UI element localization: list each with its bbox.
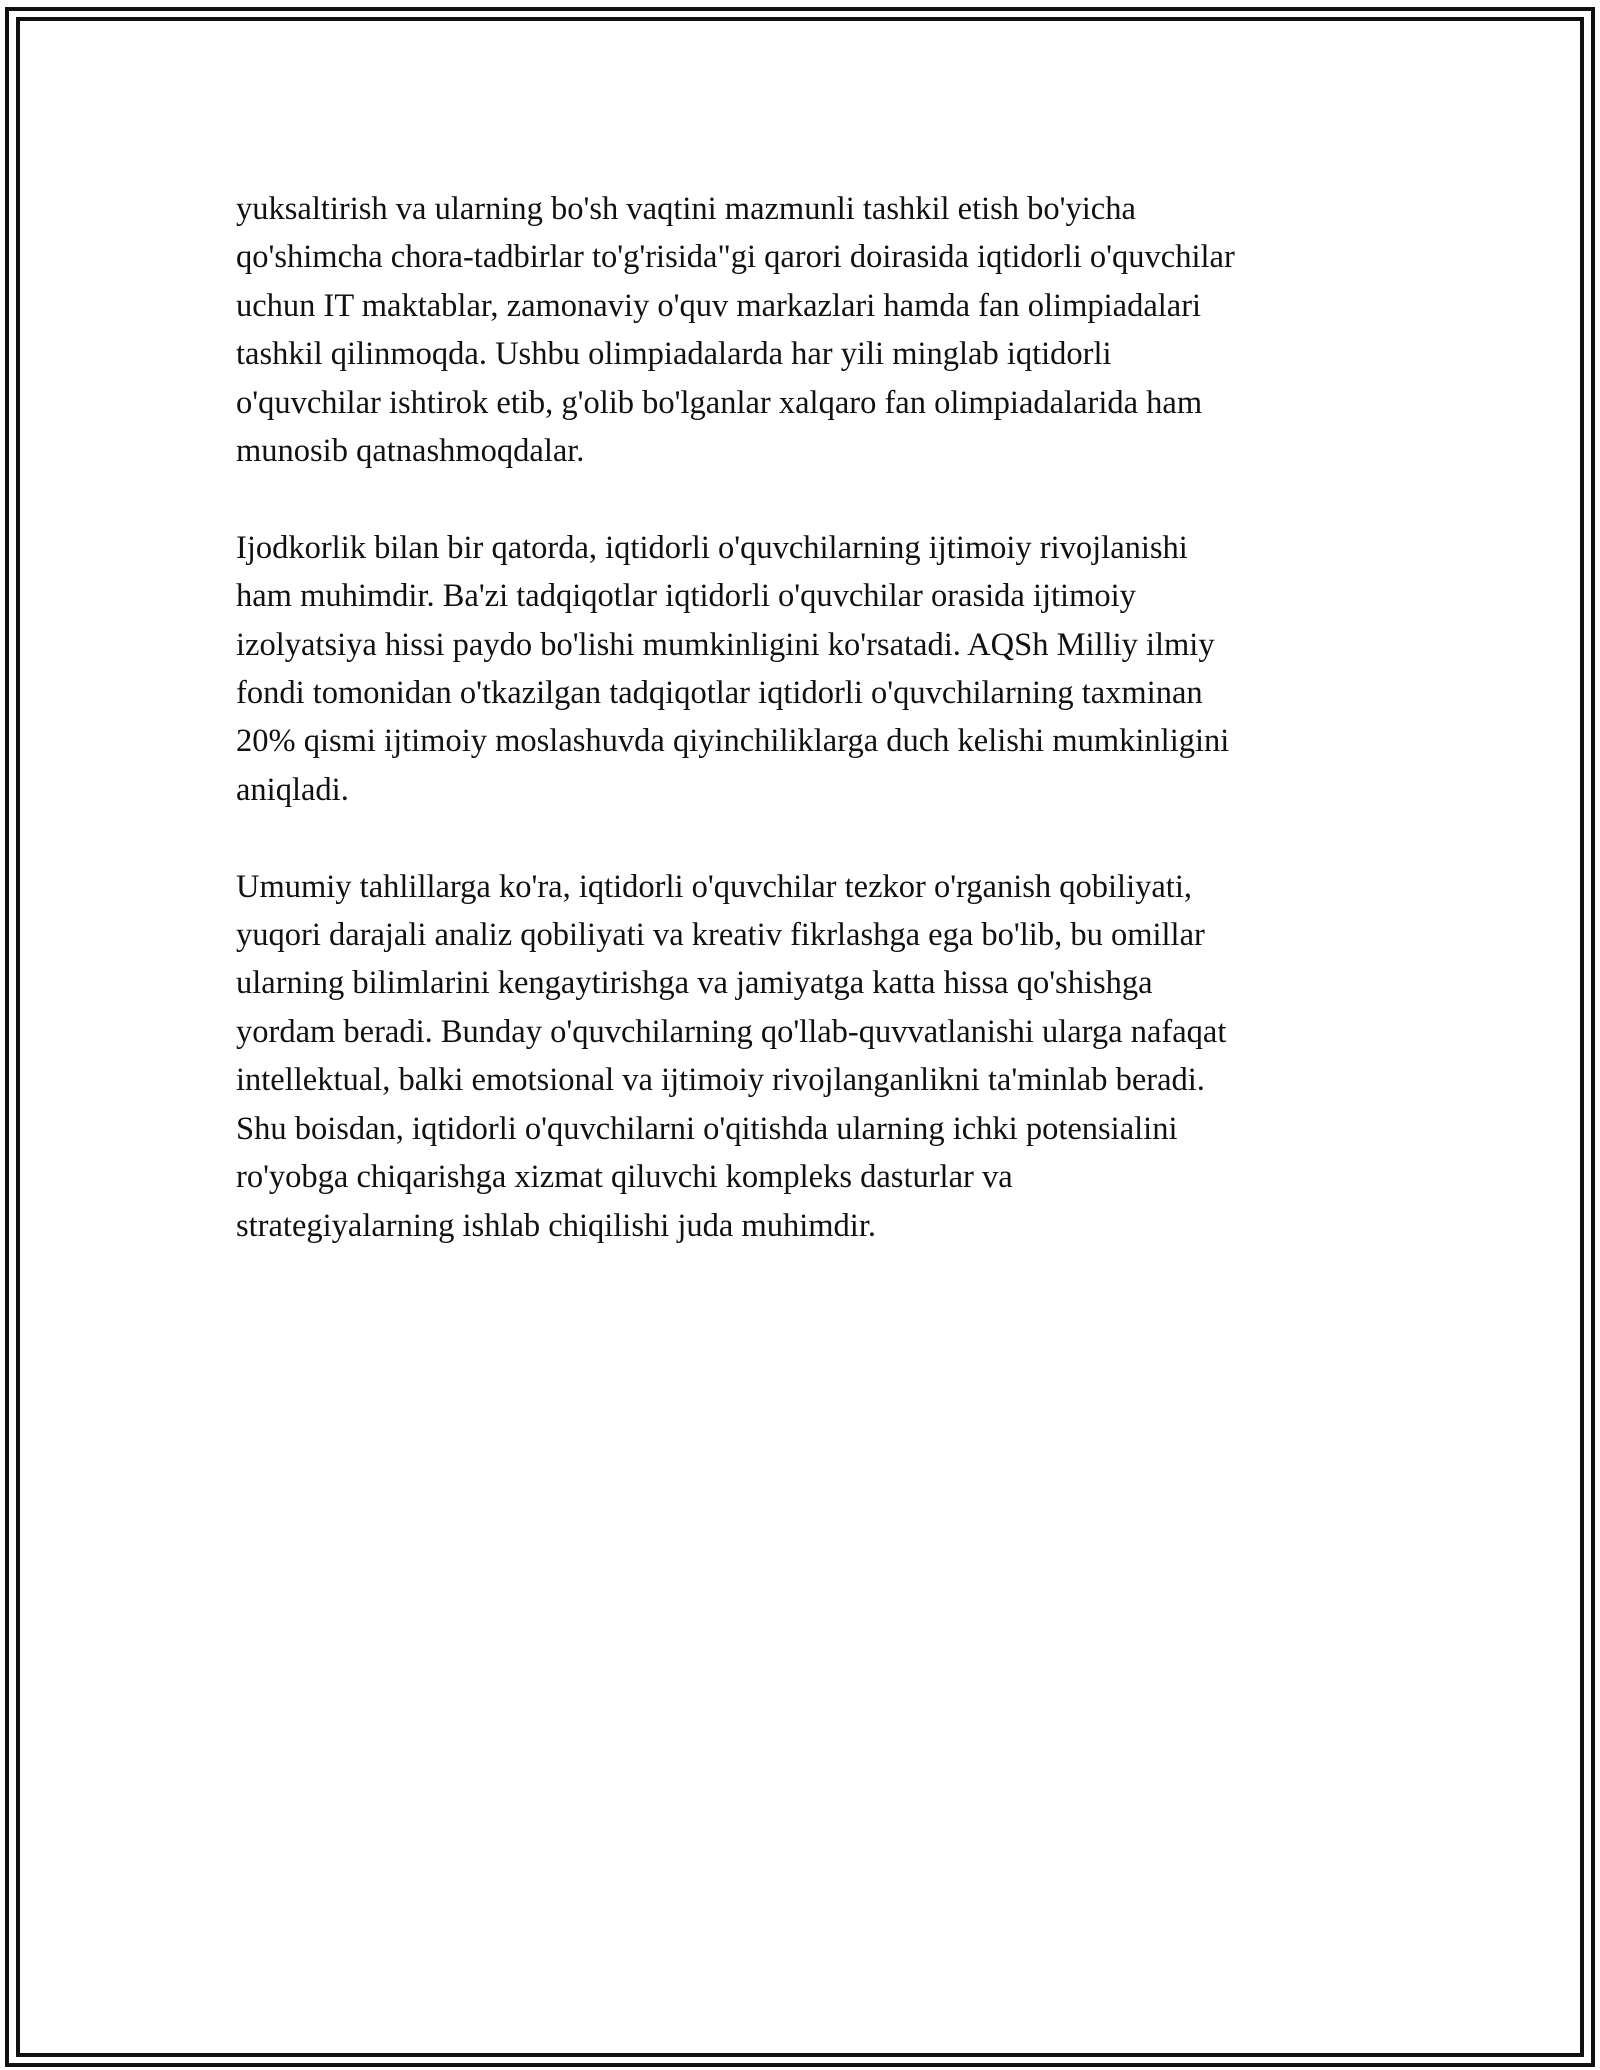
paragraph-2 [236, 524, 1366, 814]
text-line: Umumiy tahlillarga ko'ra, iqtidorli o'quvchilar tezkor o'rganish qobiliyati, [236, 868, 1192, 905]
paragraph-3 [236, 863, 1366, 1250]
text-line: tashkil qilinmoqda. Ushbu olimpiadalarda har yili minglab iqtidorli [236, 336, 1112, 373]
text-line: ularning bilimlarini kengaytirishga va jamiyatga katta hissa qo'shishga [236, 965, 1153, 1002]
text-line: Ijodkorlik bilan bir qatorda, iqtidorli o'quvchilarning ijtimoiy rivojlanishi [236, 529, 1188, 566]
text-line: o'quvchilar ishtirok etib, g'olib bo'lganlar xalqaro fan olimpiadalarida ham [236, 384, 1203, 421]
text-line: intellektual, balki emotsional va ijtimoiy rivojlanganlikni ta'minlab beradi. [236, 1062, 1205, 1099]
text-line: ham muhimdir. Ba'zi tadqiqotlar iqtidorli o'quvchilar orasida ijtimoiy [236, 578, 1136, 615]
text-line: yuqori darajali analiz qobiliyati va kreativ fikrlashga ega bo'lib, bu omillar [236, 917, 1205, 954]
text-line: izolyatsiya hissi paydo bo'lishi mumkinligini ko'rsatadi. AQSh Milliy ilmiy [236, 626, 1215, 663]
text-line: 20% qismi ijtimoiy moslashuvda qiyinchiliklarga duch kelishi mumkinligini [236, 723, 1230, 760]
text-line: aniqladi. [236, 771, 349, 808]
text-line: yuksaltirish va ularning bo'sh vaqtini mazmunli tashkil etish bo'yicha [236, 191, 1136, 227]
paragraph-1 [236, 185, 1366, 475]
document-body [236, 185, 1366, 1298]
text-line: Shu boisdan, iqtidorli o'quvchilarni o'qitishda ularning ichki potensialini [236, 1110, 1178, 1147]
text-line: strategiyalarning ishlab chiqilishi juda muhimdir. [236, 1207, 876, 1244]
text-line: fondi tomonidan o'tkazilgan tadqiqotlar iqtidorli o'quvchilarning taxminan [236, 675, 1203, 712]
text-line: munosib qatnashmoqdalar. [236, 433, 585, 470]
text-line: qo'shimcha chora-tadbirlar to'g'risida"gi qarori doirasida iqtidorli o'quvchilar [236, 239, 1235, 276]
text-line: ro'yobga chiqarishga xizmat qiluvchi kompleks dasturlar va [236, 1159, 1013, 1196]
text-line: yordam beradi. Bunday o'quvchilarning qo'llab-quvvatlanishi ularga nafaqat [236, 1013, 1227, 1050]
text-line: uchun IT maktablar, zamonaviy o'quv markazlari hamda fan olimpiadalari [236, 287, 1202, 324]
